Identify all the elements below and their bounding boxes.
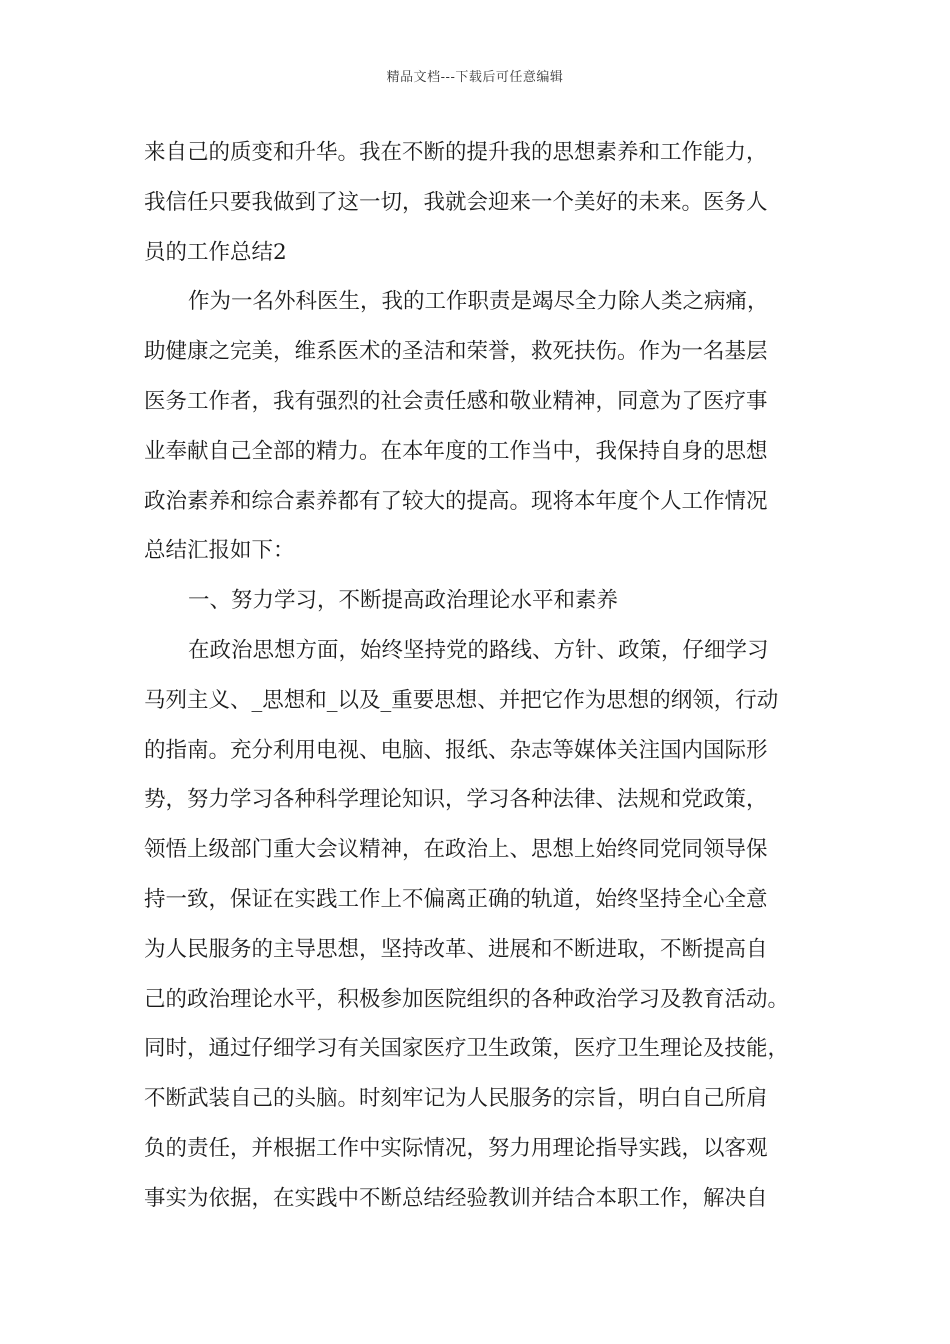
text-line: 势，努力学习各种科学理论知识，学习各种法律、法规和党政策， [144,787,768,813]
text-line: 事实为依据，在实践中不断总结经验教训并结合本职工作，解决自 [144,1185,768,1211]
text-line: 持一致，保证在实践工作上不偏离正确的轨道，始终坚持全心全意 [144,886,768,912]
paragraph-start: 作为一名外科医生，我的工作职责是竭尽全力除人类之病痛， [188,289,769,315]
text-line: 员的工作总结2 [144,239,287,265]
text-line: 助健康之完美，维系医术的圣洁和荣誉，救死扶伤。作为一名基层 [144,339,768,365]
text-line: 医务工作者，我有强烈的社会责任感和敬业精神，同意为了医疗事 [144,388,768,414]
text-line: 同时，通过仔细学习有关国家医疗卫生政策，医疗卫生理论及技能， [144,1036,790,1062]
text-line: 我信任只要我做到了这一切，我就会迎来一个美好的未来。医务人 [144,189,768,215]
text-line: 的指南。充分利用电视、电脑、报纸、杂志等媒体关注国内国际形 [144,737,768,763]
body-text [144,128,816,1224]
paragraph-start: 在政治思想方面，始终坚持党的路线、方针、政策，仔细学习 [188,637,769,663]
text-line: 不断武装自己的头脑。时刻牢记为人民服务的宗旨，明白自己所肩 [144,1086,768,1112]
text-line: 己的政治理论水平，积极参加医院组织的各种政治学习及教育活动。 [144,986,790,1012]
text-line: 领悟上级部门重大会议精神，在政治上、思想上始终同党同领导保 [144,837,768,863]
section-heading: 一、努力学习，不断提高政治理论水平和素养 [188,588,619,614]
text-line: 总结汇报如下： [144,538,295,564]
text-line: 为人民服务的主导思想，坚持改革、进展和不断进取，不断提高自 [144,936,768,962]
page-header: 精品文档---下载后可任意编辑 [386,70,564,85]
text-line: 负的责任，并根据工作中实际情况，努力用理论指导实践，以客观 [144,1135,768,1161]
text-line: 马列主义、_思想和_以及_重要思想、并把它作为思想的纲领，行动 [144,687,779,713]
text-line: 来自己的质变和升华。我在不断的提升我的思想素养和工作能力， [144,140,768,165]
text-line: 业奉献自己全部的精力。在本年度的工作当中，我保持自身的思想 [144,438,768,464]
text-line: 政治素养和综合素养都有了较大的提高。现将本年度个人工作情况 [144,488,768,514]
